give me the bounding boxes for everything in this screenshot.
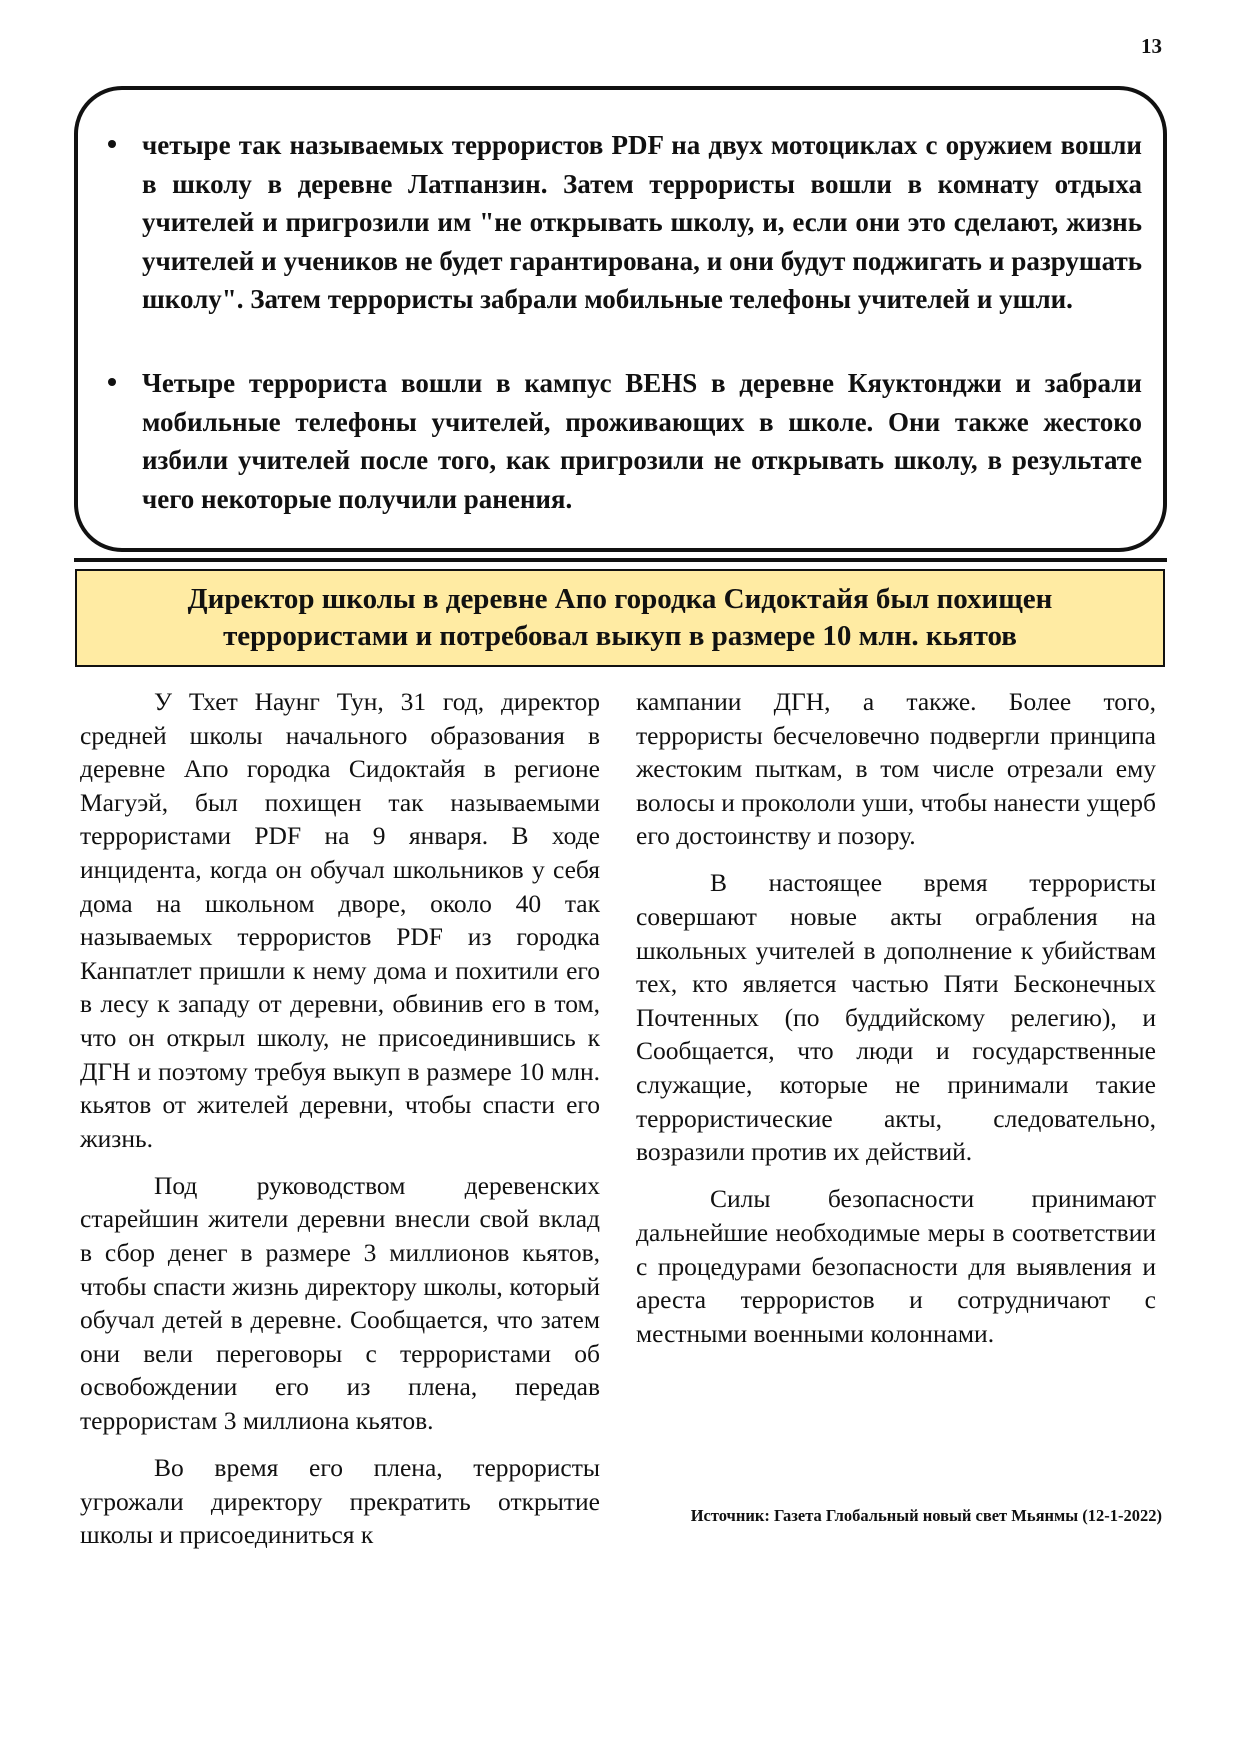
article-column-right [636, 685, 1156, 1364]
bullet-icon [108, 378, 116, 386]
article-paragraph: Под руководством деревенских старейшин жители деревни внесли свой вклад в сбор денег в размере 3 миллионов кьятов, чтобы спасти жизнь директору школы, который обучал детей в деревне. Сообщается, что затем они вели переговоры с террористами об освобождении его из плена, передав террористам 3 миллиона кьятов. [80, 1170, 600, 1435]
article-paragraph: Во время его плена, террористы угрожали директору прекратить открытие школы и присоединиться к [80, 1453, 600, 1550]
page-number: 13 [1141, 34, 1162, 58]
section-divider [74, 558, 1167, 562]
article-paragraph: У Тхет Наунг Тун, 31 год, директор средней школы начального образования в деревне Апо городка Сидоктайя в регионе Магуэй, был похищен так называемыми террористами PDF на 9 января. В ходе инцидента, когда он обучал школьников у себя дома на школьном дворе, около 40 так называемых террористов PDF из городка Канпатлет пришли к нему дома и похитили его в лесу к западу от деревни, обвинив его в том, что он открыл школу, не присоединившись к ДГН и поэтому требуя выкуп в размере 10 млн. кьятов от жителей деревни, чтобы спасти его жизнь. [80, 687, 600, 1153]
article-headline: Директор школы в деревне Апо городка Сидоктайя был похищен террористами и потребовал выкуп в размере 10 млн. кьятов [187, 583, 1053, 652]
article-paragraph: кампании ДГН, а также. Более того, террористы бесчеловечно подвергли принципа жестоким пыткам, в том числе отрезали ему волосы и прокололи уши, чтобы нанести ущерб его достоинству и позору. [636, 687, 1156, 851]
incident-bullet-box [74, 86, 1167, 552]
article-paragraph: В настоящее время террористы совершают новые акты ограбления на школьных учителей в дополнение к убийствам тех, кто является частью Пяти Бесконечных Почтенных (по буддийскому релегию), и Сообщается, что люди и государственные служащие, которые не принимали такие террористические акты, следовательно, возразили против их действий. [636, 868, 1156, 1167]
bullet-item [142, 126, 1142, 319]
bullet-text: четыре так называемых террористов PDF на двух мотоциклах с оружием вошли в школу в деревне Латпанзин. Затем террористы вошли в комнату отдыха учителей и пригрозили им "не открывать школу, и, если они это сделают, жизнь учителей и учеников не будет гарантирована, и они будут поджигать и разрушать школу". Затем террористы забрали мобильные телефоны учителей и ушли. [142, 130, 1142, 314]
article-headline-box [75, 569, 1165, 667]
bullet-text: Четыре террориста вошли в кампус BEHS в деревне Кяуктонджи и забрали мобильные телефоны учителей, проживающих в школе. Они также жестоко избили учителей после того, как пригрозили не открывать школу, в результате чего некоторые получили ранения. [142, 368, 1142, 514]
bullet-item [142, 364, 1142, 518]
article-paragraph: Силы безопасности принимают дальнейшие необходимые меры в соответствии с процедурами безопасности для выявления и ареста террористов и сотрудничают с местными военными колоннами. [636, 1184, 1156, 1348]
article-column-left [80, 685, 600, 1565]
bullet-icon [108, 140, 116, 148]
source-citation: Источник: Газета Глобальный новый свет Мьянмы (12-1-2022) [690, 1506, 1162, 1525]
